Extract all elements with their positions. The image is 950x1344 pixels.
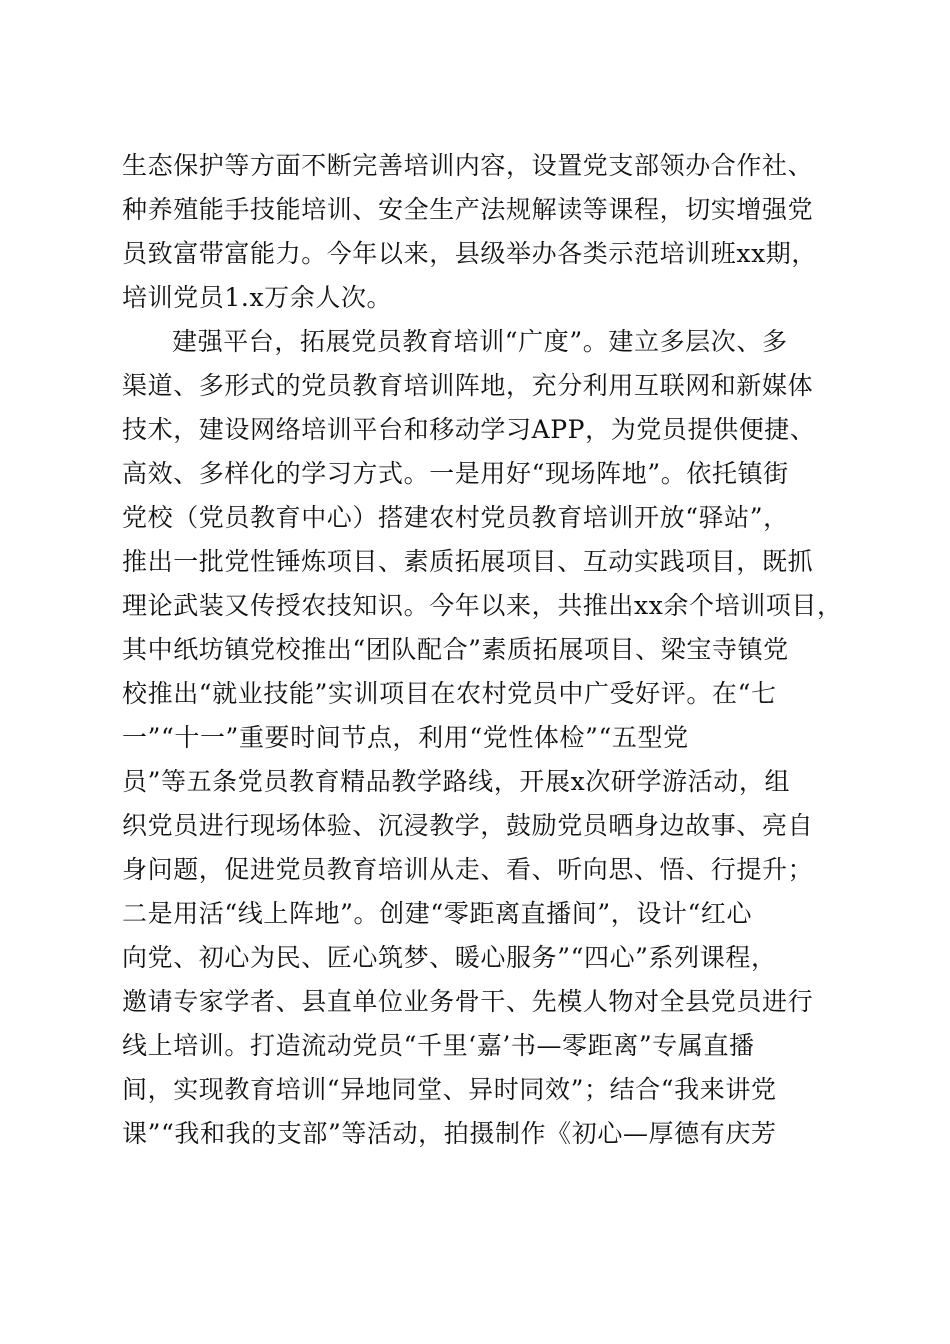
- text-line: 线上培训。打造流动党员“千里‘嘉’书—零距离”专属直播: [122, 1031, 755, 1060]
- text-line: 员”等五条党员教育精品教学路线，开展x次研学游活动，组: [122, 767, 791, 796]
- text-line: 员致富带富能力。今年以来，县级举办各类示范培训班xx期，: [122, 239, 818, 268]
- paragraph-first-line: 建强平台，拓展党员教育培训“广度”。建立多层次、多: [172, 327, 788, 356]
- text-line: 邀请专家学者、县直单位业务骨干、先模人物对全县党员进行: [122, 987, 814, 1016]
- text-line: 高效、多样化的学习方式。一是用好“现场阵地”。依托镇街: [122, 459, 789, 488]
- text-line: 校推出“就业技能”实训项目在农村党员中广受好评。在“七: [122, 679, 777, 708]
- text-line: 技术，建设网络培训平台和移动学习APP，为党员提供便捷、: [122, 415, 816, 444]
- text-line: 向党、初心为民、匠心筑梦、暖心服务”“四心”系列课程，: [122, 943, 777, 972]
- text-line: 培训党员1.x万余人次。: [122, 283, 393, 312]
- text-line: 党校（党员教育中心）搭建农村党员教育培训开放“驿站”，: [122, 503, 789, 532]
- text-line: 推出一批党性锤炼项目、素质拓展项目、互动实践项目，既抓: [122, 547, 814, 576]
- text-line: 理论武装又传授农技知识。今年以来，共推出xx余个培训项目，: [122, 591, 843, 620]
- text-line: 生态保护等方面不断完善培训内容，设置党支部领办合作社、: [122, 151, 814, 180]
- text-line: 其中纸坊镇党校推出“团队配合”素质拓展项目、梁宝寺镇党: [122, 635, 789, 664]
- text-line: 身问题，促进党员教育培训从走、看、听向思、悟、行提升；: [122, 855, 814, 884]
- text-line: 渠道、多形式的党员教育培训阵地，充分利用互联网和新媒体: [122, 371, 814, 400]
- text-line: 一”“十一”重要时间节点，利用“党性体检”“五型党: [122, 723, 689, 752]
- text-line: 课”“我和我的支部”等活动，拍摄制作《初心—厚德有庆芳: [122, 1119, 777, 1148]
- body-text: [122, 144, 842, 1156]
- text-line: 种养殖能手技能培训、安全生产法规解读等课程，切实增强党: [122, 195, 814, 224]
- text-line: 织党员进行现场体验、沉浸教学，鼓励党员晒身边故事、亮自: [122, 811, 814, 840]
- text-line: 间，实现教育培训“异地同堂、异时同效”；结合“我来讲党: [122, 1075, 777, 1104]
- text-line: 二是用活“线上阵地”。创建“零距离直播间”，设计“红心: [122, 899, 753, 928]
